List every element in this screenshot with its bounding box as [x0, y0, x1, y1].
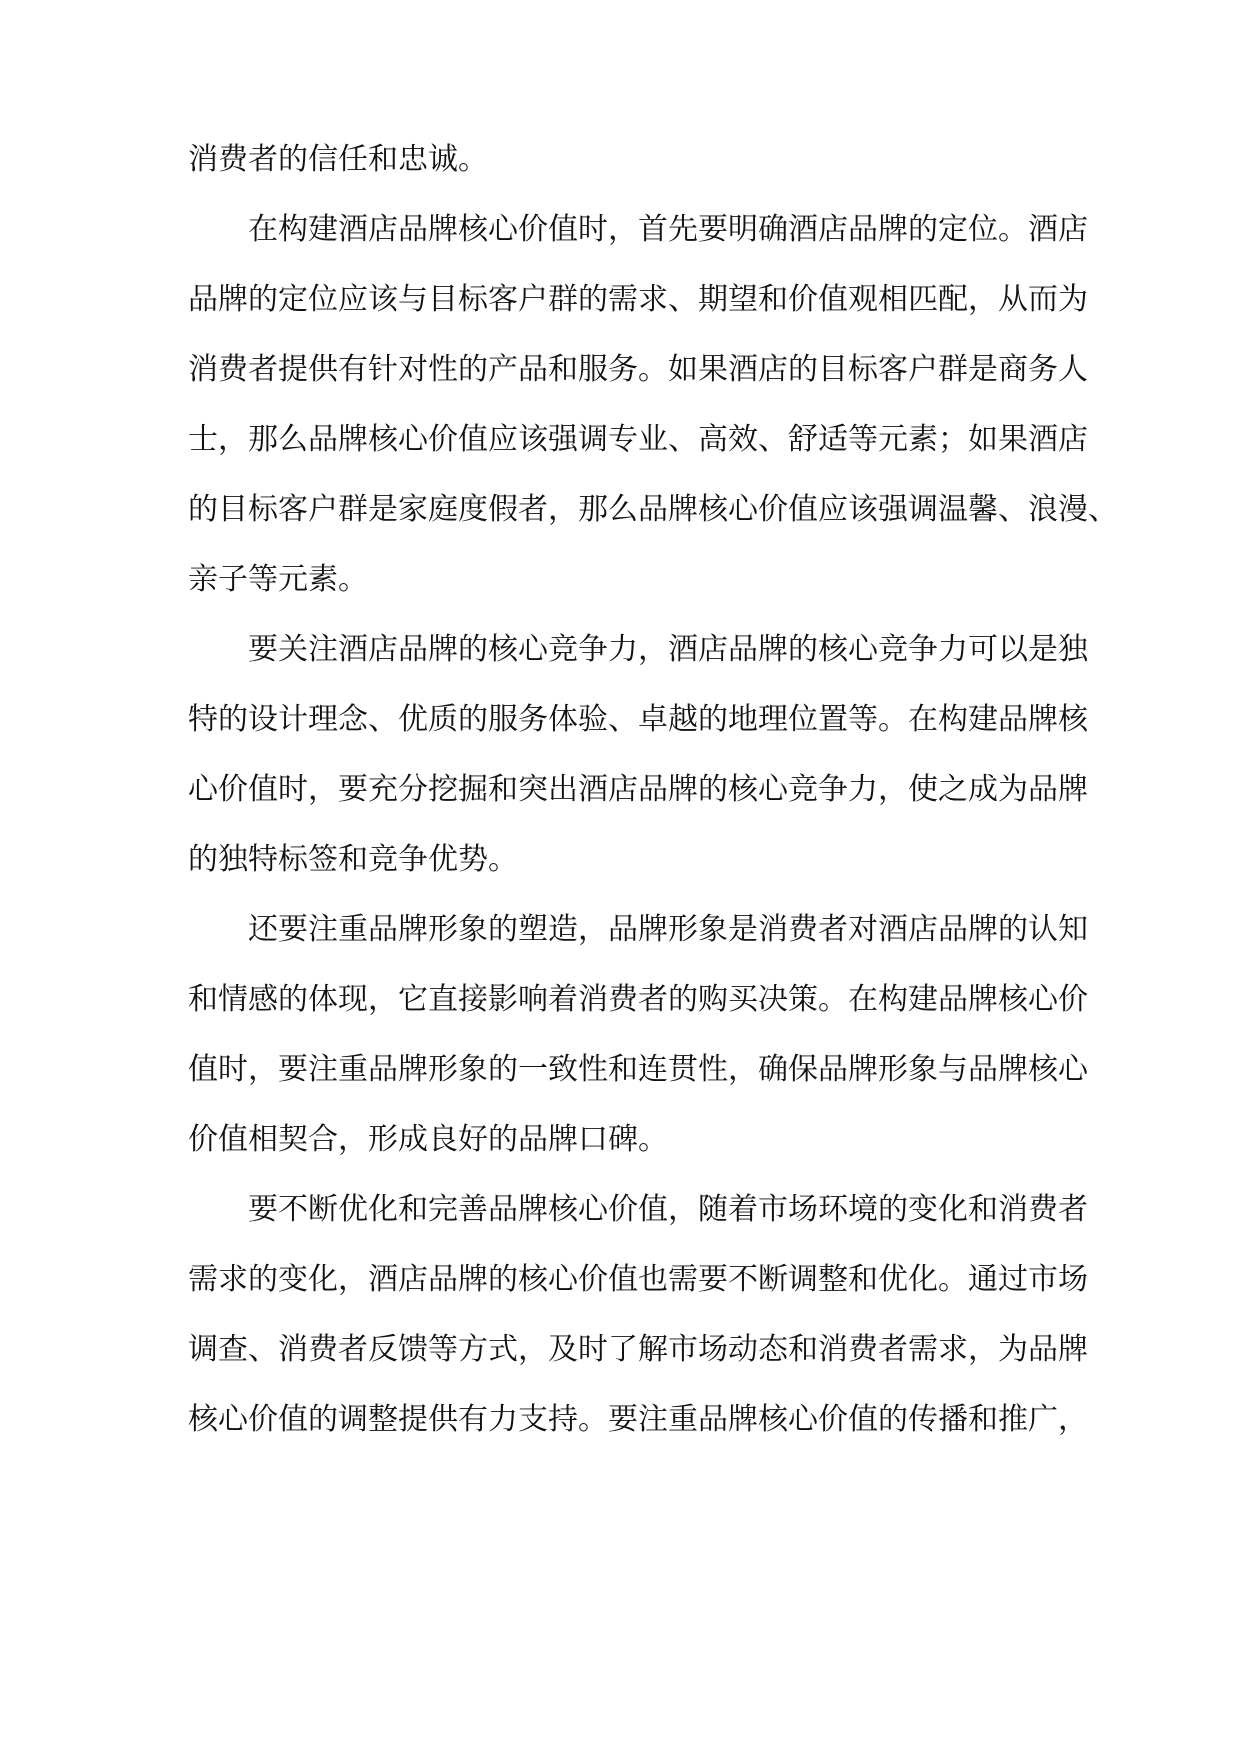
- text-line: 的独特标签和竞争优势。: [188, 842, 518, 877]
- paragraph-first-line: 要关注酒店品牌的核心竞争力，酒店品牌的核心竞争力可以是独: [248, 632, 1088, 667]
- text-line: 值时，要注重品牌形象的一致性和连贯性，确保品牌形象与品牌核心: [188, 1052, 1088, 1087]
- text-line: 和情感的体现，它直接影响着消费者的购买决策。在构建品牌核心价: [188, 982, 1088, 1017]
- text-line: 价值相契合，形成良好的品牌口碑。: [188, 1122, 668, 1157]
- paragraph-first-line: 在构建酒店品牌核心价值时，首先要明确酒店品牌的定位。酒店: [248, 212, 1088, 247]
- text-line: 特的设计理念、优质的服务体验、卓越的地理位置等。在构建品牌核: [188, 702, 1088, 737]
- text-line: 需求的变化，酒店品牌的核心价值也需要不断调整和优化。通过市场: [188, 1262, 1088, 1297]
- text-line: 心价值时，要充分挖掘和突出酒店品牌的核心竞争力，使之成为品牌: [188, 772, 1088, 807]
- text-line: 品牌的定位应该与目标客户群的需求、期望和价值观相匹配，从而为: [188, 282, 1088, 317]
- text-line: 调查、消费者反馈等方式，及时了解市场动态和消费者需求，为品牌: [188, 1332, 1088, 1367]
- text-line: 核心价值的调整提供有力支持。要注重品牌核心价值的传播和推广，: [188, 1402, 1088, 1437]
- paragraph-first-line: 还要注重品牌形象的塑造，品牌形象是消费者对酒店品牌的认知: [248, 912, 1088, 947]
- text-line: 的目标客户群是家庭度假者，那么品牌核心价值应该强调温馨、浪漫、: [188, 492, 1118, 527]
- paragraph-first-line: 要不断优化和完善品牌核心价值，随着市场环境的变化和消费者: [248, 1192, 1088, 1227]
- text-line: 消费者提供有针对性的产品和服务。如果酒店的目标客户群是商务人: [188, 352, 1088, 387]
- text-line: 士，那么品牌核心价值应该强调专业、高效、舒适等元素；如果酒店: [188, 422, 1088, 457]
- body-text: [188, 142, 1118, 1473]
- text-line: 亲子等元素。: [188, 562, 368, 597]
- text-line: 消费者的信任和忠诚。: [188, 142, 488, 177]
